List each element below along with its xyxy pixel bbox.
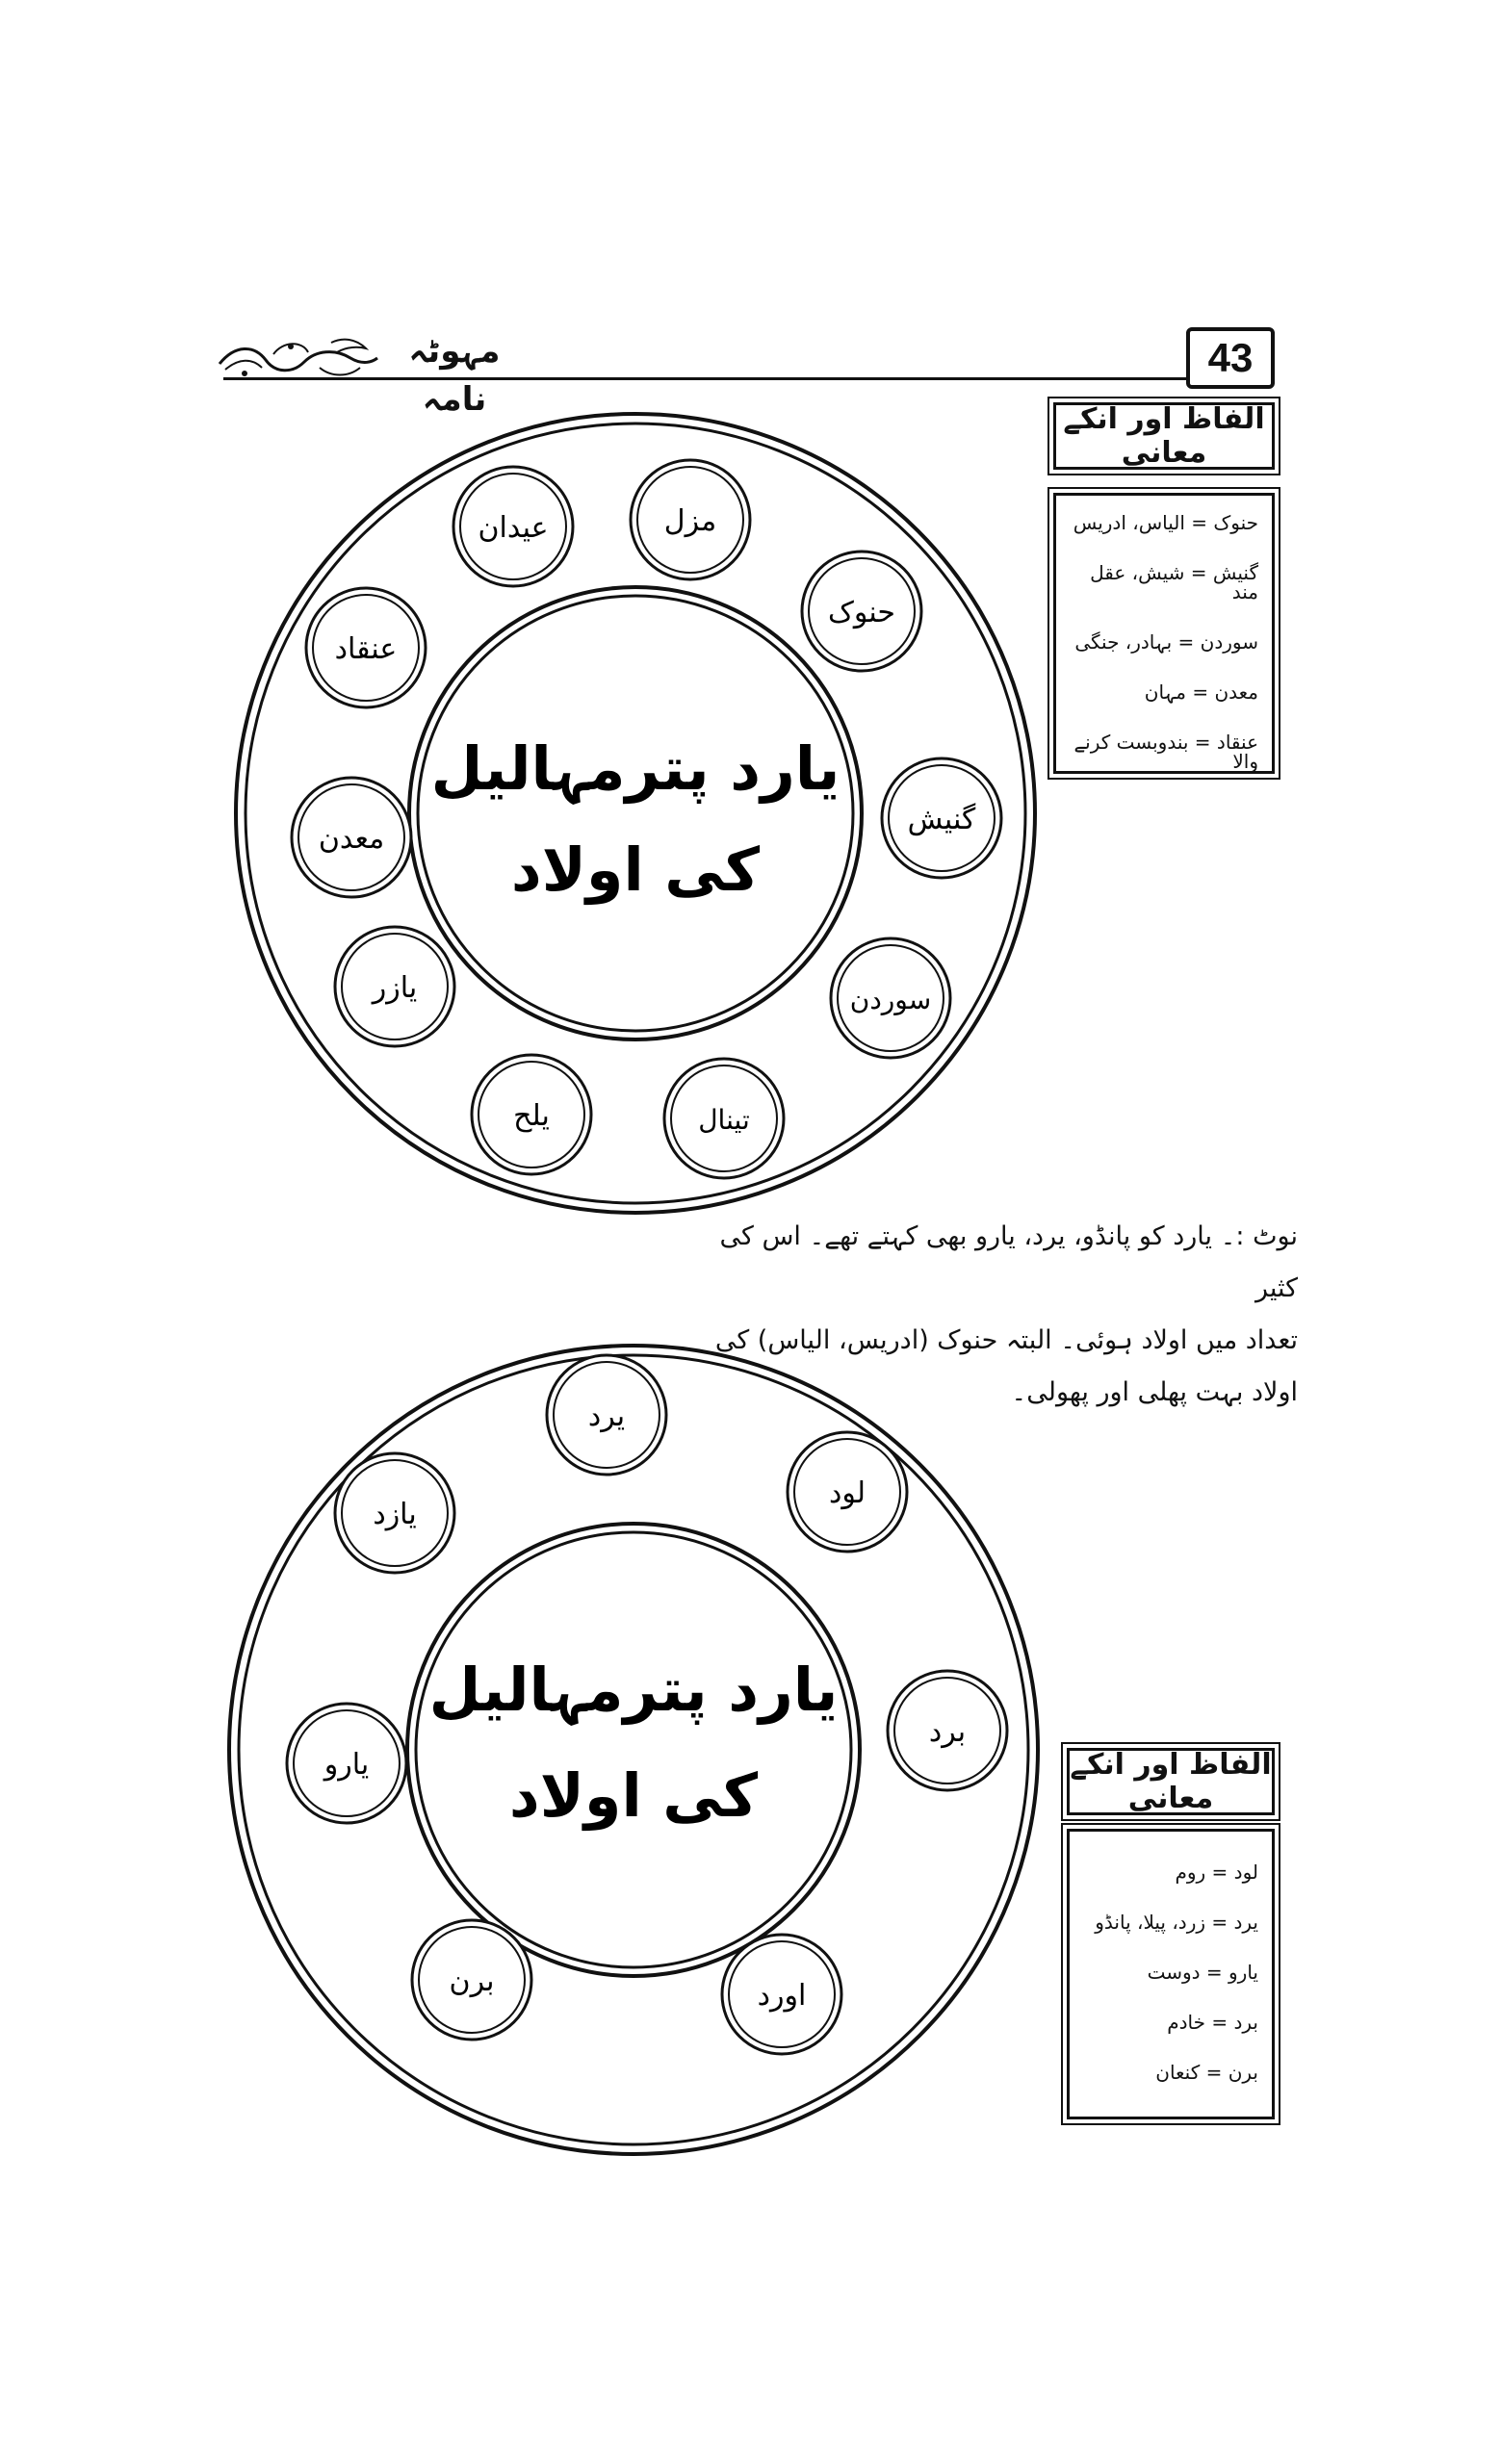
legend-2-box [1067,1829,1275,2119]
legend-entry: یارو = دوست [1147,1961,1258,1984]
name-bubble [453,467,573,586]
name-bubble [664,1059,784,1178]
note-line: نوٹ :۔ یارد کو پانڈو، یرد، یارو بھی کہتے تھے۔ اس کی کثیر [719,1221,1298,1303]
name-bubble [722,1935,841,2054]
name-label: یلح [513,1099,550,1133]
center-circle-inner-edge [416,1532,851,1967]
name-bubble [335,1453,454,1573]
legend-entry: عنقاد = بندوبست کرنے والا [1073,731,1258,773]
name-label: عنقاد [334,632,398,666]
name-label: یارو [323,1748,370,1782]
name-label: مزل [663,504,717,538]
name-label: عیدان [478,511,549,545]
legend-1-box [1053,493,1275,774]
name-label: تینال [698,1104,750,1136]
diagram-2 [223,1340,1044,2160]
name-bubble [631,460,750,579]
name-bubble [306,588,426,707]
center-title: یارد پترمہالیل [430,733,841,804]
name-bubble [335,927,454,1046]
name-bubble [888,1671,1007,1790]
name-bubble [547,1355,666,1475]
name-bubble [831,938,950,1058]
ornament-flourish-icon [216,335,379,385]
legend-entry: سوردن = بہادر، جنگی [1074,630,1258,654]
note-line: تعداد میں اولاد ہوئی۔ البتہ حنوک (ادریس، الیاس) کی [714,1325,1298,1355]
name-label: برد [928,1715,967,1749]
name-bubble [287,1704,406,1823]
name-bubble [788,1432,907,1552]
name-label: یرد [587,1399,626,1433]
legend-entry: حنوک = الیاس، ادریس [1073,511,1258,534]
name-label: گنیش [907,803,976,836]
legend-entry: گنیش = شیش، عقل مند [1090,561,1258,603]
name-label: اورد [757,1979,807,2013]
name-label: معدن [318,822,385,856]
name-label: سوردن [849,984,932,1015]
name-label: برن [449,1964,495,1998]
name-bubble [292,778,411,897]
diagram-1 [231,409,1040,1218]
legend-entry: معدن = مہان [1144,680,1258,704]
center-circle [407,1524,860,1976]
name-label: لود [829,1476,866,1510]
name-label: یازر [372,971,418,1005]
legend-2-title: الفاظ اور انکے معانی [1067,1748,1275,1815]
legend-entry: برد = خادم [1167,2011,1258,2034]
legend-entry: یرد = زرد، پیلا، پانڈو [1095,1911,1258,1934]
page-number: 43 [1186,327,1275,389]
legend-1-title: الفاظ اور انکے معانی [1053,402,1275,470]
name-bubble [472,1055,591,1174]
name-bubble [412,1920,531,2040]
name-label: یازد [373,1498,417,1531]
name-label: حنوک [828,596,895,629]
center-circle-inner-edge [418,596,853,1031]
center-title: یارد پترمہالیل [428,1655,839,1725]
legend-entry: برن = کنعان [1155,2061,1258,2084]
center-subtitle: کی اولاد [508,1760,759,1831]
legend-entry: لود = روم [1175,1861,1258,1884]
note-line: اولاد بہت پھلی اور پھولی۔ [1011,1377,1298,1407]
center-subtitle: کی اولاد [510,834,761,905]
name-bubble [802,552,921,671]
name-bubble [882,758,1001,878]
book-title: مہوٹہ نامہ [408,332,501,419]
center-circle [409,587,862,1040]
